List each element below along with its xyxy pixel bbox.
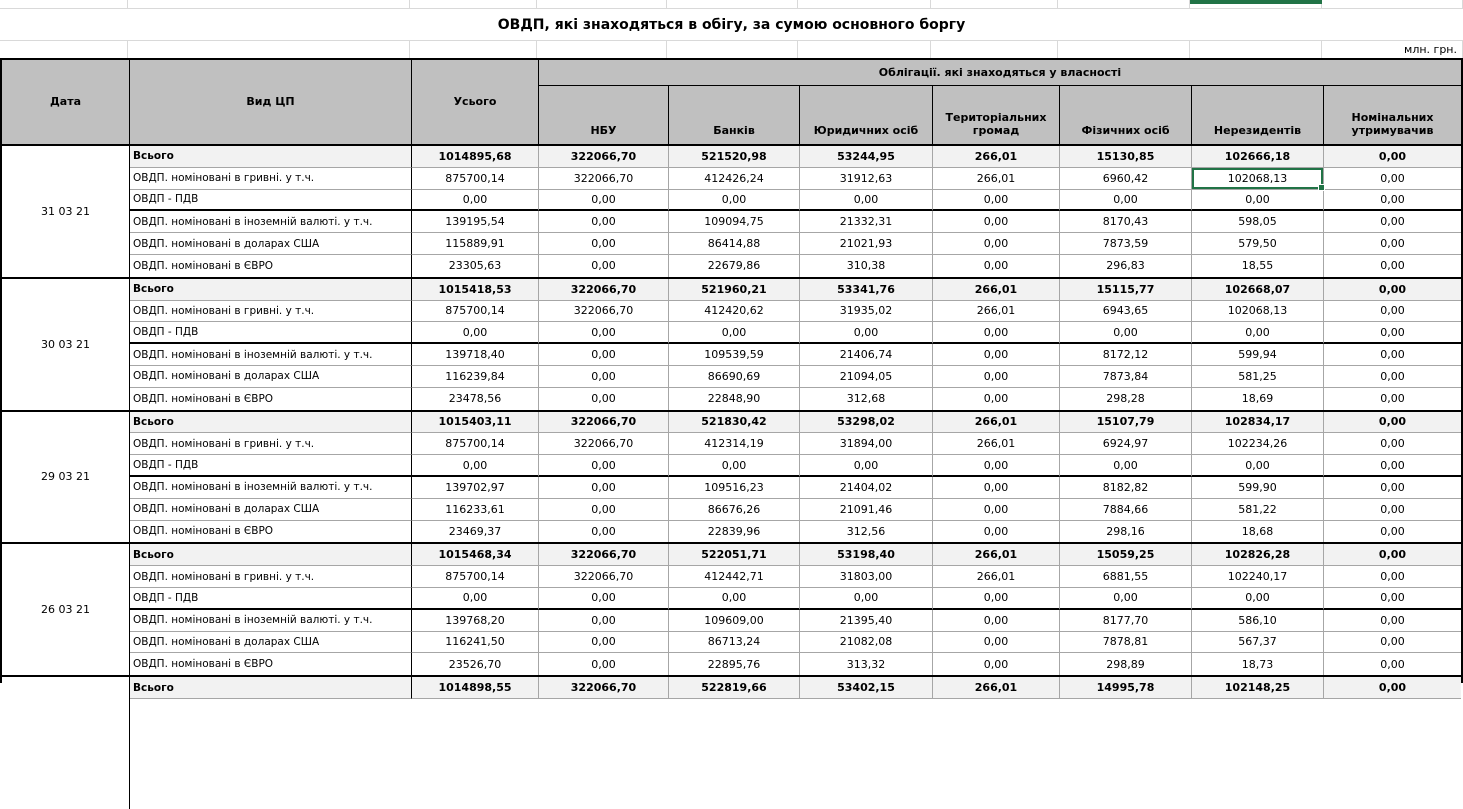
grid-cell[interactable] bbox=[931, 41, 1058, 58]
grid-cell[interactable] bbox=[667, 0, 798, 8]
value-cell[interactable]: 567,37 bbox=[1192, 632, 1324, 654]
value-cell[interactable]: 0,00 bbox=[1324, 190, 1461, 212]
header-owner-individuals[interactable]: Фізичних осіб bbox=[1060, 86, 1192, 144]
header-date[interactable]: Дата bbox=[2, 60, 130, 144]
value-cell[interactable]: 102668,07 bbox=[1192, 279, 1324, 301]
value-cell[interactable]: 6960,42 bbox=[1060, 168, 1192, 190]
value-cell[interactable]: 53341,76 bbox=[800, 279, 933, 301]
header-owner-legal[interactable]: Юридичних осіб bbox=[800, 86, 933, 144]
date-cell[interactable]: 31 03 21 bbox=[2, 146, 130, 277]
value-cell[interactable]: 0,00 bbox=[933, 499, 1060, 521]
value-cell[interactable]: 0,00 bbox=[539, 366, 669, 388]
value-cell[interactable]: 0,00 bbox=[933, 588, 1060, 610]
value-cell[interactable]: 412442,71 bbox=[669, 566, 800, 588]
grid-cell[interactable] bbox=[667, 41, 798, 58]
value-cell[interactable]: 0,00 bbox=[539, 632, 669, 654]
value-cell[interactable]: 0,00 bbox=[1380, 524, 1405, 538]
date-group bbox=[2, 279, 1461, 412]
value-cell[interactable]: 22848,90 bbox=[669, 388, 800, 410]
value-cell[interactable]: 18,68 bbox=[1192, 521, 1324, 543]
row-label-cell[interactable]: ОВДП. номіновані в доларах США bbox=[130, 632, 412, 654]
value-cell[interactable]: 116239,84 bbox=[412, 366, 539, 388]
value-cell[interactable]: 22839,96 bbox=[669, 521, 800, 543]
value-cell[interactable]: 6924,97 bbox=[1060, 433, 1192, 455]
value-cell[interactable]: 0,00 bbox=[412, 455, 539, 477]
partial-value-cell[interactable]: 0,00 bbox=[1324, 677, 1461, 699]
value-cell[interactable]: 0,00 bbox=[539, 455, 669, 477]
value-cell[interactable]: 0,00 bbox=[539, 388, 669, 410]
value-cell[interactable]: 0,00 bbox=[1324, 588, 1461, 610]
value-cell[interactable]: 116241,50 bbox=[412, 632, 539, 654]
date-cell[interactable]: 29 03 21 bbox=[2, 412, 130, 543]
value-cell[interactable]: 23305,63 bbox=[412, 255, 539, 277]
value-cell[interactable]: 0,00 bbox=[539, 521, 669, 543]
value-cell[interactable]: 0,00 bbox=[1380, 657, 1405, 671]
date-cell[interactable]: 26 03 21 bbox=[2, 544, 130, 675]
value-cell[interactable]: 599,90 bbox=[1192, 477, 1324, 499]
row-label-cell[interactable]: ОВДП. номіновані в гривні. у т.ч. bbox=[130, 566, 412, 588]
row-label-cell[interactable]: ОВДП. номіновані в гривні. у т.ч. bbox=[130, 301, 412, 323]
value-cell[interactable]: 0,00 bbox=[539, 344, 669, 366]
grid-cell[interactable] bbox=[410, 0, 537, 8]
row-label-cell[interactable]: Всього bbox=[130, 146, 412, 168]
value-cell[interactable]: 266,01 bbox=[933, 433, 1060, 455]
partial-date-cell[interactable] bbox=[2, 677, 130, 809]
value-cell[interactable]: 0,00 bbox=[1192, 190, 1324, 212]
value-cell[interactable]: 22679,86 bbox=[669, 255, 800, 277]
value-cell[interactable]: 8170,43 bbox=[1060, 211, 1192, 233]
header-owner-nbu[interactable]: НБУ bbox=[539, 86, 669, 144]
value-cell[interactable]: 875700,14 bbox=[412, 301, 539, 323]
value-cell[interactable]: 298,89 bbox=[1060, 653, 1192, 675]
value-cell[interactable]: 266,01 bbox=[933, 566, 1060, 588]
value-cell[interactable]: 266,01 bbox=[933, 168, 1060, 190]
row-label-cell[interactable]: Всього bbox=[130, 544, 412, 566]
value-cell[interactable]: 875700,14 bbox=[412, 433, 539, 455]
value-cell[interactable]: 15115,77 bbox=[1060, 279, 1192, 301]
value-cell[interactable]: 266,01 bbox=[933, 146, 1060, 168]
value-cell[interactable]: 266,01 bbox=[933, 279, 1060, 301]
value-cell[interactable]: 0,00 bbox=[933, 366, 1060, 388]
row-label-cell[interactable]: ОВДП - ПДВ bbox=[130, 322, 412, 344]
date-cell[interactable]: 30 03 21 bbox=[2, 279, 130, 410]
value-cell[interactable]: 8182,82 bbox=[1060, 477, 1192, 499]
grid-cell[interactable] bbox=[410, 41, 537, 58]
value-cell[interactable]: 116233,61 bbox=[412, 499, 539, 521]
value-cell[interactable]: 21332,31 bbox=[800, 211, 933, 233]
value-cell[interactable]: 102068,13 bbox=[1192, 301, 1324, 323]
value-cell[interactable]: 0,00 bbox=[800, 322, 933, 344]
row-label-cell[interactable]: ОВДП. номіновані в іноземній валюті. у т.ч. bbox=[130, 344, 412, 366]
value-cell[interactable]: 8172,12 bbox=[1060, 344, 1192, 366]
partial-value-cell[interactable]: 322066,70 bbox=[539, 677, 669, 699]
value-cell[interactable]: 0,00 bbox=[933, 653, 1060, 675]
value-cell[interactable]: 1015468,34 bbox=[412, 544, 539, 566]
value-cell[interactable]: 0,00 bbox=[1060, 455, 1192, 477]
value-cell[interactable]: 21091,46 bbox=[800, 499, 933, 521]
value-cell[interactable]: 0,00 bbox=[1324, 344, 1461, 366]
value-cell[interactable]: 0,00 bbox=[669, 322, 800, 344]
value-cell[interactable]: 102834,17 bbox=[1192, 412, 1324, 434]
grid-cell[interactable] bbox=[931, 0, 1058, 8]
row-label-cell[interactable]: ОВДП. номіновані в доларах США bbox=[130, 499, 412, 521]
value-cell[interactable]: 0,00 bbox=[1324, 632, 1461, 654]
value-cell[interactable]: 875700,14 bbox=[412, 168, 539, 190]
value-cell[interactable]: 0,00 bbox=[539, 211, 669, 233]
bonds-table bbox=[0, 58, 1463, 695]
value-cell[interactable]: 0,00 bbox=[1324, 233, 1461, 255]
value-cell[interactable]: 0,00 bbox=[539, 190, 669, 212]
grid-cell[interactable] bbox=[0, 41, 128, 58]
value-cell[interactable]: 53244,95 bbox=[800, 146, 933, 168]
grid-cell[interactable] bbox=[1190, 41, 1322, 58]
value-cell[interactable]: 298,28 bbox=[1060, 388, 1192, 410]
value-cell[interactable]: 0,00 bbox=[539, 255, 669, 277]
value-cell[interactable]: 0,00 bbox=[1324, 146, 1461, 168]
date-group bbox=[2, 146, 1461, 279]
row-label-cell[interactable]: ОВДП - ПДВ bbox=[130, 588, 412, 610]
partial-value-cell[interactable]: 1014898,55 bbox=[412, 677, 539, 699]
value-cell[interactable]: 0,00 bbox=[1192, 455, 1324, 477]
value-cell[interactable]: 7884,66 bbox=[1060, 499, 1192, 521]
value-cell[interactable]: 0,00 bbox=[412, 190, 539, 212]
value-cell[interactable]: 18,69 bbox=[1192, 388, 1324, 410]
value-cell[interactable]: 521830,42 bbox=[669, 412, 800, 434]
header-ownership-group[interactable]: Облігації. які знаходяться у власності bbox=[539, 60, 1461, 86]
row-label-cell[interactable]: ОВДП. номіновані в доларах США bbox=[130, 366, 412, 388]
value-cell[interactable]: 15130,85 bbox=[1060, 146, 1192, 168]
value-cell[interactable]: 412314,19 bbox=[669, 433, 800, 455]
value-cell[interactable]: 0,00 bbox=[1324, 455, 1461, 477]
value-cell[interactable]: 86676,26 bbox=[669, 499, 800, 521]
value-cell[interactable]: 0,00 bbox=[539, 653, 669, 675]
page-title[interactable]: ОВДП, які знаходяться в обігу, за сумою основного боргу bbox=[497, 16, 966, 33]
row-label-cell[interactable]: ОВДП. номіновані в доларах США bbox=[130, 233, 412, 255]
value-cell[interactable]: 0,00 bbox=[1324, 366, 1461, 388]
grid-cell[interactable] bbox=[128, 0, 410, 8]
value-cell[interactable]: 310,38 bbox=[800, 255, 933, 277]
value-cell[interactable]: 0,00 bbox=[539, 610, 669, 632]
value-cell[interactable]: 6881,55 bbox=[1060, 566, 1192, 588]
value-cell[interactable]: 0,00 bbox=[412, 588, 539, 610]
value-cell[interactable]: 0,00 bbox=[1192, 322, 1324, 344]
value-cell[interactable]: 22895,76 bbox=[669, 653, 800, 675]
row-label-cell[interactable]: ОВДП - ПДВ bbox=[130, 190, 412, 212]
value-cell[interactable]: 412420,62 bbox=[669, 301, 800, 323]
value-cell[interactable]: 21082,08 bbox=[800, 632, 933, 654]
value-cell[interactable]: 322066,70 bbox=[539, 301, 669, 323]
value-cell[interactable]: 521520,98 bbox=[669, 146, 800, 168]
value-cell[interactable]: 109516,23 bbox=[669, 477, 800, 499]
partial-row-label[interactable]: Всього bbox=[130, 677, 412, 699]
value-cell[interactable]: 412426,24 bbox=[669, 168, 800, 190]
value-cell[interactable]: 21021,93 bbox=[800, 233, 933, 255]
partial-value-cell[interactable]: 522819,66 bbox=[669, 677, 800, 699]
value-cell[interactable]: 15107,79 bbox=[1060, 412, 1192, 434]
value-cell[interactable]: 521960,21 bbox=[669, 279, 800, 301]
value-cell[interactable]: 313,32 bbox=[800, 653, 933, 675]
value-cell[interactable]: 0,00 bbox=[1060, 190, 1192, 212]
value-cell[interactable]: 0,00 bbox=[933, 322, 1060, 344]
value-cell[interactable]: 0,00 bbox=[1192, 588, 1324, 610]
header-type[interactable]: Вид ЦП bbox=[130, 60, 412, 144]
selected-cell[interactable]: 102068,13 bbox=[1192, 168, 1324, 190]
grid-cell[interactable] bbox=[0, 0, 128, 8]
value-cell[interactable]: 6943,65 bbox=[1060, 301, 1192, 323]
row-label-cell[interactable]: ОВДП. номіновані в іноземній валюті. у т.ч. bbox=[130, 211, 412, 233]
value-cell[interactable]: 102240,17 bbox=[1192, 566, 1324, 588]
value-cell[interactable]: 86690,69 bbox=[669, 366, 800, 388]
row-label-cell[interactable]: Всього bbox=[130, 279, 412, 301]
value-cell[interactable]: 522051,71 bbox=[669, 544, 800, 566]
value-cell[interactable]: 21094,05 bbox=[800, 366, 933, 388]
value-cell[interactable]: 23469,37 bbox=[412, 521, 539, 543]
row-label-cell[interactable]: ОВДП. номіновані в гривні. у т.ч. bbox=[130, 168, 412, 190]
value-cell[interactable]: 875700,14 bbox=[412, 566, 539, 588]
value-cell[interactable]: 0,00 bbox=[1324, 477, 1461, 499]
value-cell[interactable]: 0,00 bbox=[539, 588, 669, 610]
value-cell[interactable]: 0,00 bbox=[800, 588, 933, 610]
value-cell[interactable]: 0,00 bbox=[1324, 168, 1461, 190]
value-cell[interactable]: 296,83 bbox=[1060, 255, 1192, 277]
value-cell[interactable]: 15059,25 bbox=[1060, 544, 1192, 566]
value-cell[interactable]: 0,00 bbox=[1324, 566, 1461, 588]
value-cell[interactable]: 322066,70 bbox=[539, 412, 669, 434]
partial-value-cell[interactable]: 102148,25 bbox=[1192, 677, 1324, 699]
date-group bbox=[2, 544, 1461, 677]
grid-cell[interactable] bbox=[1322, 0, 1463, 8]
header-owner-nominal[interactable]: Номінальних утримувачив bbox=[1351, 110, 1434, 138]
header-owner-banks[interactable]: Банків bbox=[669, 86, 800, 144]
value-cell[interactable]: 0,00 bbox=[1380, 259, 1405, 273]
value-cell[interactable]: 0,00 bbox=[1060, 322, 1192, 344]
partial-value-cell[interactable]: 14995,78 bbox=[1060, 677, 1192, 699]
value-cell[interactable]: 0,00 bbox=[933, 211, 1060, 233]
value-cell[interactable]: 0,00 bbox=[1324, 211, 1461, 233]
value-cell[interactable]: 0,00 bbox=[1324, 322, 1461, 344]
row-label-cell[interactable]: ОВДП. номіновані в гривні. у т.ч. bbox=[130, 433, 412, 455]
title-row bbox=[0, 9, 1463, 40]
value-cell[interactable]: 18,73 bbox=[1192, 653, 1324, 675]
value-cell[interactable]: 1015403,11 bbox=[412, 412, 539, 434]
value-cell[interactable]: 139195,54 bbox=[412, 211, 539, 233]
value-cell[interactable]: 102234,26 bbox=[1192, 433, 1324, 455]
date-group bbox=[2, 412, 1461, 545]
value-cell[interactable]: 322066,70 bbox=[539, 433, 669, 455]
value-cell[interactable]: 0,00 bbox=[1060, 588, 1192, 610]
value-cell[interactable]: 86713,24 bbox=[669, 632, 800, 654]
header-total[interactable]: Усього bbox=[412, 60, 539, 144]
partial-value-cell[interactable]: 266,01 bbox=[933, 677, 1060, 699]
value-cell[interactable]: 598,05 bbox=[1192, 211, 1324, 233]
table-header bbox=[2, 60, 1461, 146]
grid-cell[interactable] bbox=[537, 41, 667, 58]
value-cell[interactable]: 31935,02 bbox=[800, 301, 933, 323]
grid-cell[interactable] bbox=[537, 0, 667, 8]
row-label-cell[interactable]: ОВДП. номіновані в іноземній валюті. у т.ч. bbox=[130, 610, 412, 632]
value-cell[interactable]: 322066,70 bbox=[539, 279, 669, 301]
value-cell[interactable]: 1015418,53 bbox=[412, 279, 539, 301]
value-cell[interactable]: 0,00 bbox=[1324, 499, 1461, 521]
value-cell[interactable]: 0,00 bbox=[669, 190, 800, 212]
value-cell[interactable]: 109539,59 bbox=[669, 344, 800, 366]
value-cell[interactable]: 86414,88 bbox=[669, 233, 800, 255]
value-cell[interactable]: 21395,40 bbox=[800, 610, 933, 632]
value-cell[interactable]: 0,00 bbox=[1324, 412, 1461, 434]
value-cell[interactable]: 0,00 bbox=[933, 521, 1060, 543]
value-cell[interactable]: 298,16 bbox=[1060, 521, 1192, 543]
value-cell[interactable]: 0,00 bbox=[800, 190, 933, 212]
value-cell[interactable]: 0,00 bbox=[933, 233, 1060, 255]
grid-cell[interactable] bbox=[128, 41, 410, 58]
value-cell[interactable]: 0,00 bbox=[1324, 433, 1461, 455]
row-label-cell[interactable]: Всього bbox=[130, 412, 412, 434]
value-cell[interactable]: 18,55 bbox=[1192, 255, 1324, 277]
header-owner-nonresidents[interactable]: Нерезидентів bbox=[1192, 86, 1324, 144]
value-cell[interactable]: 139702,97 bbox=[412, 477, 539, 499]
value-cell[interactable]: 7873,59 bbox=[1060, 233, 1192, 255]
value-cell[interactable]: 266,01 bbox=[933, 301, 1060, 323]
partial-value-cell[interactable]: 53402,15 bbox=[800, 677, 933, 699]
value-cell[interactable]: 0,00 bbox=[1324, 610, 1461, 632]
value-cell[interactable]: 0,00 bbox=[933, 610, 1060, 632]
value-cell[interactable]: 7878,81 bbox=[1060, 632, 1192, 654]
value-cell[interactable]: 0,00 bbox=[933, 344, 1060, 366]
value-cell[interactable]: 115889,91 bbox=[412, 233, 539, 255]
value-cell[interactable]: 0,00 bbox=[933, 632, 1060, 654]
value-cell[interactable]: 0,00 bbox=[669, 455, 800, 477]
value-cell[interactable]: 0,00 bbox=[800, 455, 933, 477]
value-cell[interactable]: 322066,70 bbox=[539, 544, 669, 566]
value-cell[interactable]: 0,00 bbox=[1324, 279, 1461, 301]
grid-cell[interactable] bbox=[1058, 0, 1190, 8]
value-cell[interactable]: 102666,18 bbox=[1192, 146, 1324, 168]
value-cell[interactable]: 21404,02 bbox=[800, 477, 933, 499]
value-cell[interactable]: 579,50 bbox=[1192, 233, 1324, 255]
value-cell[interactable]: 8177,70 bbox=[1060, 610, 1192, 632]
value-cell[interactable]: 586,10 bbox=[1192, 610, 1324, 632]
value-cell[interactable]: 322066,70 bbox=[539, 566, 669, 588]
value-cell[interactable]: 1014895,68 bbox=[412, 146, 539, 168]
value-cell[interactable]: 7873,84 bbox=[1060, 366, 1192, 388]
value-cell[interactable]: 599,94 bbox=[1192, 344, 1324, 366]
value-cell[interactable]: 109609,00 bbox=[669, 610, 800, 632]
value-cell[interactable]: 0,00 bbox=[933, 455, 1060, 477]
row-label-cell[interactable]: ОВДП - ПДВ bbox=[130, 455, 412, 477]
value-cell[interactable]: 0,00 bbox=[933, 190, 1060, 212]
value-cell[interactable]: 53298,02 bbox=[800, 412, 933, 434]
value-cell[interactable]: 31894,00 bbox=[800, 433, 933, 455]
value-cell[interactable]: 581,25 bbox=[1192, 366, 1324, 388]
value-cell[interactable]: 23478,56 bbox=[412, 388, 539, 410]
grid-cell[interactable] bbox=[798, 41, 931, 58]
value-cell[interactable]: 23526,70 bbox=[412, 653, 539, 675]
row-label-cell[interactable]: ОВДП. номіновані в ЄВРО bbox=[130, 255, 412, 277]
unit-label[interactable]: млн. грн. bbox=[1404, 43, 1457, 56]
value-cell[interactable]: 31803,00 bbox=[800, 566, 933, 588]
value-cell[interactable]: 109094,75 bbox=[669, 211, 800, 233]
value-cell[interactable]: 312,56 bbox=[800, 521, 933, 543]
value-cell[interactable]: 266,01 bbox=[933, 544, 1060, 566]
row-label-cell[interactable]: ОВДП. номіновані в іноземній валюті. у т.ч. bbox=[130, 477, 412, 499]
grid-cell[interactable] bbox=[798, 0, 931, 8]
value-cell[interactable]: 139768,20 bbox=[412, 610, 539, 632]
value-cell[interactable]: 0,00 bbox=[669, 588, 800, 610]
value-cell[interactable]: 266,01 bbox=[933, 412, 1060, 434]
value-cell[interactable]: 0,00 bbox=[933, 388, 1060, 410]
value-cell[interactable]: 0,00 bbox=[1324, 301, 1461, 323]
value-cell[interactable]: 21406,74 bbox=[800, 344, 933, 366]
row-label-cell[interactable]: ОВДП. номіновані в ЄВРО bbox=[130, 653, 412, 675]
value-cell[interactable]: 0,00 bbox=[539, 322, 669, 344]
value-cell[interactable]: 53198,40 bbox=[800, 544, 933, 566]
value-cell[interactable]: 0,00 bbox=[412, 322, 539, 344]
selection-top-border-segment bbox=[1190, 0, 1322, 4]
value-cell[interactable]: 0,00 bbox=[539, 477, 669, 499]
value-cell[interactable]: 0,00 bbox=[933, 477, 1060, 499]
value-cell[interactable]: 139718,40 bbox=[412, 344, 539, 366]
row-label-cell[interactable]: ОВДП. номіновані в ЄВРО bbox=[130, 388, 412, 410]
value-cell[interactable]: 322066,70 bbox=[539, 146, 669, 168]
row-label-cell[interactable]: ОВДП. номіновані в ЄВРО bbox=[130, 521, 412, 543]
value-cell[interactable]: 0,00 bbox=[539, 499, 669, 521]
table-body bbox=[2, 146, 1461, 677]
header-owner-territorial[interactable]: Територіальних громад bbox=[933, 86, 1060, 144]
value-cell[interactable]: 0,00 bbox=[933, 255, 1060, 277]
unit-gridline-strip bbox=[0, 40, 1463, 58]
value-cell[interactable]: 0,00 bbox=[1380, 392, 1405, 406]
value-cell[interactable]: 31912,63 bbox=[800, 168, 933, 190]
value-cell[interactable]: 581,22 bbox=[1192, 499, 1324, 521]
value-cell[interactable]: 322066,70 bbox=[539, 168, 669, 190]
partial-next-group bbox=[2, 677, 1461, 695]
value-cell[interactable]: 0,00 bbox=[539, 233, 669, 255]
grid-cell[interactable] bbox=[1058, 41, 1190, 58]
value-cell[interactable]: 102826,28 bbox=[1192, 544, 1324, 566]
value-cell[interactable]: 0,00 bbox=[1324, 544, 1461, 566]
value-cell[interactable]: 312,68 bbox=[800, 388, 933, 410]
